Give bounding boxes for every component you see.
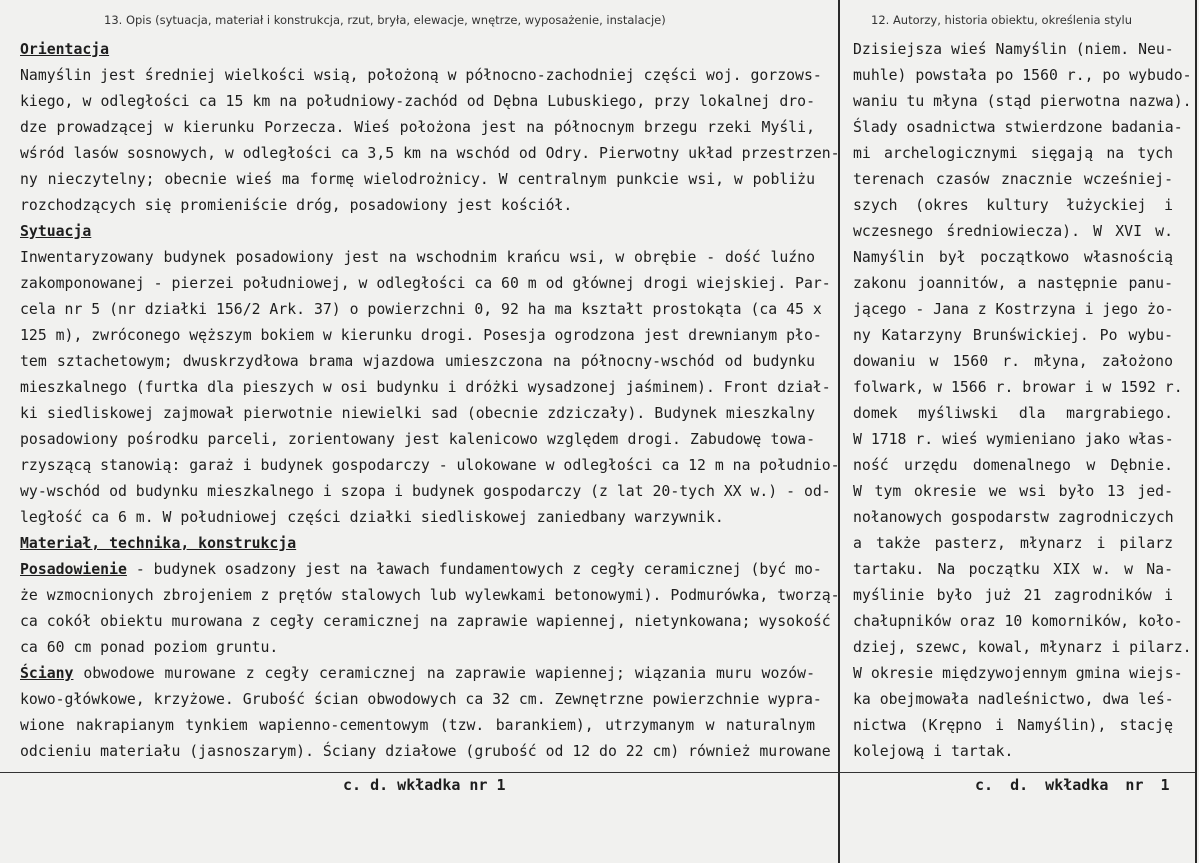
text-line <box>20 479 831 505</box>
line-text: myślinie było już 21 zagrodników i <box>853 587 1173 604</box>
text-line <box>853 739 1173 765</box>
line-text: a także pasterz, młynarz i pilarz <box>853 535 1173 552</box>
text-line <box>20 375 831 401</box>
text-line <box>20 583 840 609</box>
line-text: ka obejmowała nadleśnictwo, dwa leś- <box>853 691 1174 708</box>
text-line <box>20 349 815 375</box>
line-text: Inwentaryzowany budynek posadowiony jest na wschodnim krańcu wsi, w obrębie - dość luźno <box>20 249 815 266</box>
line-text: zakomponowanej - pierzei południowej, w odległości ca 60 m od głównej drogi wiejskiej. Par- <box>20 275 831 292</box>
line-text: muhle) powstała po 1560 r., po wybudo- <box>853 67 1192 84</box>
line-text: ki siedliskowej zajmował pierwotnie niewielki sad (obecnie zdziczały). Budynek mieszkalny <box>20 405 815 422</box>
history-column <box>853 37 1192 765</box>
text-line <box>853 37 1173 63</box>
text-line <box>20 453 840 479</box>
line-text: Namyślin był początkowo własnością <box>853 249 1173 266</box>
line-text: chałupników oraz 10 komorników, koło- <box>853 613 1183 630</box>
line-text: terenach czasów znacznie wcześniej- <box>853 171 1173 188</box>
line-text: cela nr 5 (nr działki 156/2 Ark. 37) o powierzchni 0, 92 ha ma kształt prostokąta (ca 45 x <box>20 301 822 318</box>
text-line <box>853 713 1173 739</box>
text-line <box>20 63 822 89</box>
left-continuation-note: c. d. wkładka nr 1 <box>343 776 506 794</box>
column-divider <box>838 0 840 863</box>
text-line <box>20 739 831 765</box>
text-line <box>20 323 822 349</box>
text-line <box>20 557 822 583</box>
line-text: ległość ca 6 m. W południowej części działki siedliskowej zaniedbany warzywnik. <box>20 509 724 526</box>
text-line <box>20 141 840 167</box>
section-heading <box>20 531 815 557</box>
line-text: 125 m), zwróconego węższym bokiem w kierunku drogi. Posesja ogrodzona jest drewnianym pło- <box>20 327 822 344</box>
text-line <box>853 427 1173 453</box>
text-line <box>853 505 1173 531</box>
line-text: kolejową i tartak. <box>853 743 1014 760</box>
inline-heading: Posadowienie <box>20 561 127 578</box>
line-text: mi archelogicznymi sięgają na tych <box>853 145 1173 162</box>
section-heading-text: Materiał, technika, konstrukcja <box>20 535 297 552</box>
text-line <box>853 297 1173 323</box>
line-text: waniu tu młyna (stąd pierwotna nazwa). <box>853 93 1192 110</box>
line-text: Ślady osadnictwa stwierdzone badania- <box>853 119 1183 136</box>
text-line <box>853 479 1173 505</box>
line-text: że wzmocnionych zbrojeniem z prętów stalowych lub wylewkami betonowymi). Podmurówka, tworzą- <box>20 587 840 604</box>
text-line <box>20 661 815 687</box>
line-text: Namyślin jest średniej wielkości wsią, położoną w północno-zachodniej części woj. gorzows- <box>20 67 822 84</box>
line-text: wione nakrapianym tynkiem wapienno-cementowym (tzw. barankiem), utrzymanym w naturalnym <box>20 717 815 734</box>
text-line <box>20 193 815 219</box>
section-heading-text: Sytuacja <box>20 223 92 240</box>
text-line <box>853 531 1173 557</box>
line-text: ny nieczytelny; obecnie wieś ma formę wielodrożnicy. W centralnym punkcie wsi, w pobliżu <box>20 171 815 188</box>
line-text: dze prowadzącej w kierunku Porzecza. Wieś położona jest na północnym brzegu rzeki Myśli, <box>20 119 815 136</box>
text-line <box>20 609 831 635</box>
text-line <box>20 297 822 323</box>
line-text: folwark, w 1566 r. browar i w 1592 r. <box>853 379 1183 396</box>
text-line <box>853 557 1173 583</box>
line-text: ny Katarzyny Brunświckiej. Po wybu- <box>853 327 1173 344</box>
text-line <box>20 505 815 531</box>
line-text: - budynek osadzony jest na ławach fundamentowych z cegły ceramicznej (być mo- <box>126 561 822 578</box>
line-text: mieszkalnego (furtka dla pieszych w osi budynku i dróżki wysadzonej jaśminem). Front dział- <box>20 379 831 396</box>
text-line <box>853 323 1173 349</box>
line-text: wy-wschód od budynku mieszkalnego i szopa i budynek gospodarczy (z lat 20-tych XX w.) - od- <box>20 483 831 500</box>
text-line <box>20 89 815 115</box>
line-text: szych (okres kultury łużyckiej i <box>853 197 1173 214</box>
line-text: obwodowe murowane z cegły ceramicznej na zaprawie wapiennej; wiązania muru wozów- <box>73 665 815 682</box>
text-line <box>853 245 1173 271</box>
text-line <box>853 583 1173 609</box>
line-text: kiego, w odległości ca 15 km na południowy-zachód od Dębna Lubuskiego, przy lokalnej dro- <box>20 93 815 110</box>
line-text: tartaku. Na początku XIX w. w Na- <box>853 561 1173 578</box>
text-line <box>853 661 1183 687</box>
text-line <box>853 635 1192 661</box>
section-heading <box>20 37 815 63</box>
line-text: kowo-główkowe, krzyżowe. Grubość ścian obwodowych ca 32 cm. Zewnętrzne powierzchnie wypra- <box>20 691 822 708</box>
description-column <box>20 37 840 765</box>
line-text: W okresie międzywojennym gmina wiejs- <box>853 665 1183 682</box>
right-column-header: 12. Autorzy, historia obiektu, określenia stylu <box>871 13 1133 27</box>
text-line <box>20 271 831 297</box>
text-line <box>853 687 1173 713</box>
text-line <box>20 245 815 271</box>
line-text: W tym okresie we wsi było 13 jed- <box>853 483 1173 500</box>
inline-heading: Ściany <box>20 665 74 682</box>
text-line <box>853 271 1173 297</box>
text-line <box>20 635 815 661</box>
right-border <box>1195 0 1197 863</box>
text-line <box>853 115 1183 141</box>
text-line <box>20 167 815 193</box>
line-text: tem sztachetowym; dwuskrzydłowa brama wjazdowa umieszczona na północny-wschód od budynku <box>20 353 815 370</box>
text-line <box>853 63 1192 89</box>
line-text: domek myśliwski dla margrabiego. <box>853 405 1173 422</box>
line-text: nictwa (Krępno i Namyślin), stację <box>853 717 1173 734</box>
text-line <box>853 609 1183 635</box>
section-heading <box>20 219 815 245</box>
line-text: wśród lasów sosnowych, w odległości ca 3,5 km na wschód od Odry. Pierwotny układ przestrzen- <box>20 145 840 162</box>
left-column-header: 13. Opis (sytuacja, materiał i konstrukcja, rzut, bryła, elewacje, wnętrze, wyposażenie, instalacje) <box>104 13 666 27</box>
line-text: dowaniu w 1560 r. młyna, założono <box>853 353 1173 370</box>
text-line <box>20 401 815 427</box>
text-line <box>20 713 815 739</box>
line-text: W 1718 r. wieś wymieniano jako włas- <box>853 431 1174 448</box>
right-bottom-rule <box>840 772 1195 773</box>
text-line <box>853 375 1183 401</box>
line-text: nołanowych gospodarstw zagrodniczych <box>853 509 1174 526</box>
right-continuation-note: c. d. wkładka nr 1 <box>975 776 1170 794</box>
line-text: wczesnego średniowiecza). W XVI w. <box>853 223 1173 240</box>
text-line <box>853 401 1173 427</box>
line-text: posadowiony pośrodku parceli, zorientowany jest kalenicowo względem drogi. Zabudowę towa- <box>20 431 815 448</box>
line-text: ność urzędu domenalnego w Dębnie. <box>853 457 1173 474</box>
text-line <box>853 453 1173 479</box>
text-line <box>853 141 1173 167</box>
text-line <box>853 167 1173 193</box>
text-line <box>20 687 822 713</box>
line-text: ca cokół obiektu murowana z cegły ceramicznej na zaprawie wapiennej, nietynkowana; wysokość <box>20 613 831 630</box>
text-line <box>853 89 1192 115</box>
line-text: rozchodzących się promieniście dróg, posadowiony jest kościół. <box>20 197 573 214</box>
line-text: ca 60 cm ponad poziom gruntu. <box>20 639 279 656</box>
text-line <box>20 115 815 141</box>
line-text: jącego - Jana z Kostrzyna i jego żo- <box>853 301 1174 318</box>
line-text: dziej, szewc, kowal, młynarz i pilarz. <box>853 639 1192 656</box>
section-heading-text: Orientacja <box>20 41 110 58</box>
text-line <box>853 219 1173 245</box>
text-line <box>853 349 1173 375</box>
line-text: rzyszącą stanowią: garaż i budynek gospodarczy - ulokowane w odległości ca 12 m na południo- <box>20 457 840 474</box>
text-line <box>853 193 1173 219</box>
left-bottom-rule <box>0 772 838 773</box>
line-text: odcieniu materiału (jasnoszarym). Ściany działowe (grubość od 12 do 22 cm) również murowane <box>20 743 831 760</box>
line-text: Dzisiejsza wieś Namyślin (niem. Neu- <box>853 41 1174 58</box>
text-line <box>20 427 815 453</box>
line-text: zakonu joannitów, a następnie panu- <box>853 275 1173 292</box>
